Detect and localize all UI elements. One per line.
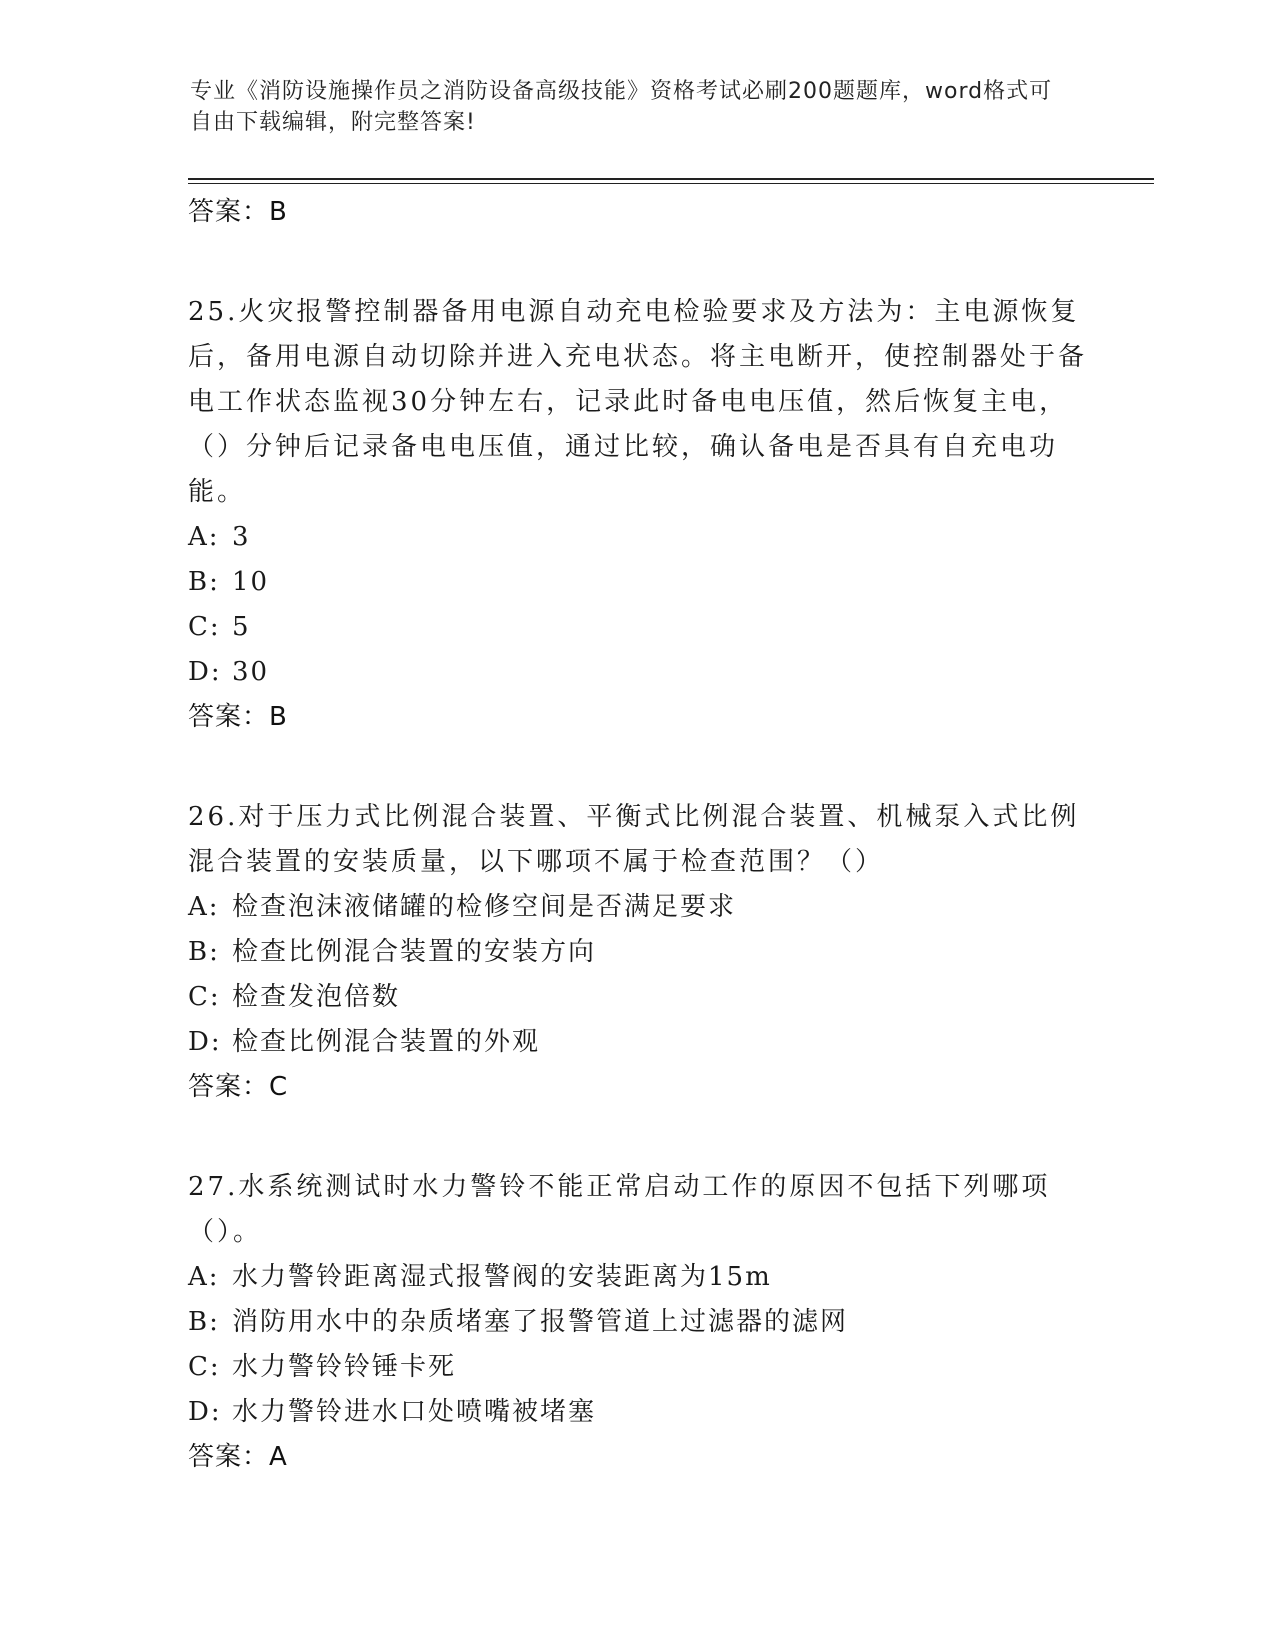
- option-b: [188, 930, 1088, 975]
- option-a: [188, 515, 1088, 560]
- option-key: C:: [188, 1352, 221, 1382]
- answer: 答案：C: [188, 1072, 289, 1102]
- option-c: [188, 1345, 1088, 1390]
- option-key: B:: [188, 1307, 220, 1337]
- option-text: 10: [232, 567, 270, 597]
- option-a: [188, 885, 1088, 930]
- option-key: C:: [188, 612, 221, 642]
- header-rule-thin: [188, 183, 1154, 184]
- question-26: [188, 795, 1088, 1109]
- option-key: A:: [188, 892, 220, 922]
- option-key: B:: [188, 567, 220, 597]
- question-list: [188, 190, 1088, 1479]
- option-key: C:: [188, 982, 221, 1012]
- option-text: 检查比例混合装置的外观: [232, 1027, 541, 1057]
- option-b: [188, 560, 1088, 605]
- option-d: [188, 1020, 1088, 1065]
- option-text: 水力警铃进水口处喷嘴被堵塞: [232, 1397, 597, 1427]
- header-rule-thick: [188, 178, 1154, 180]
- option-text: 3: [232, 522, 251, 552]
- answer: 答案：B: [188, 702, 288, 732]
- option-text: 30: [232, 657, 270, 687]
- question-27: [188, 1165, 1088, 1479]
- option-c: [188, 605, 1088, 650]
- question-stem: 27.水系统测试时水力警铃不能正常启动工作的原因不包括下列哪项（）。: [188, 1172, 1051, 1247]
- option-key: A:: [188, 522, 220, 552]
- option-key: D:: [188, 1397, 222, 1427]
- question-stem: 25.火灾报警控制器备用电源自动充电检验要求及方法为：主电源恢复后，备用电源自动切除并进入充电状态。将主电断开，使控制器处于备电工作状态监视30分钟左右，记录此时备电电压值，然后恢复主电，（）分钟后记录备电电压值，通过比较，确认备电是否具有自充电功能。: [188, 297, 1088, 507]
- option-text: 消防用水中的杂质堵塞了报警管道上过滤器的滤网: [232, 1307, 849, 1337]
- option-text: 检查泡沫液储罐的检修空间是否满足要求: [232, 892, 737, 922]
- option-c: [188, 975, 1088, 1020]
- option-text: 检查比例混合装置的安装方向: [232, 937, 597, 967]
- option-key: A:: [188, 1262, 220, 1292]
- option-text: 水力警铃距离湿式报警阀的安装距离为15m: [232, 1262, 772, 1292]
- question-25: [188, 290, 1088, 739]
- option-a: [188, 1255, 1088, 1300]
- option-d: [188, 650, 1088, 695]
- option-key: D:: [188, 657, 222, 687]
- page-header: 专业《消防设施操作员之消防设备高级技能》资格考试必刷200题题库，word格式可自由下载编辑，附完整答案!: [190, 79, 1053, 135]
- option-key: B:: [188, 937, 220, 967]
- option-b: [188, 1300, 1088, 1345]
- previous-answer: 答案：B: [188, 197, 288, 227]
- option-text: 检查发泡倍数: [232, 982, 401, 1012]
- option-text: 水力警铃铃锤卡死: [232, 1352, 457, 1382]
- option-d: [188, 1390, 1088, 1435]
- question-stem: 26.对于压力式比例混合装置、平衡式比例混合装置、机械泵入式比例混合装置的安装质量，以下哪项不属于检查范围？（）: [188, 802, 1080, 877]
- option-key: D:: [188, 1027, 222, 1057]
- answer: 答案：A: [188, 1442, 288, 1472]
- option-text: 5: [232, 612, 251, 642]
